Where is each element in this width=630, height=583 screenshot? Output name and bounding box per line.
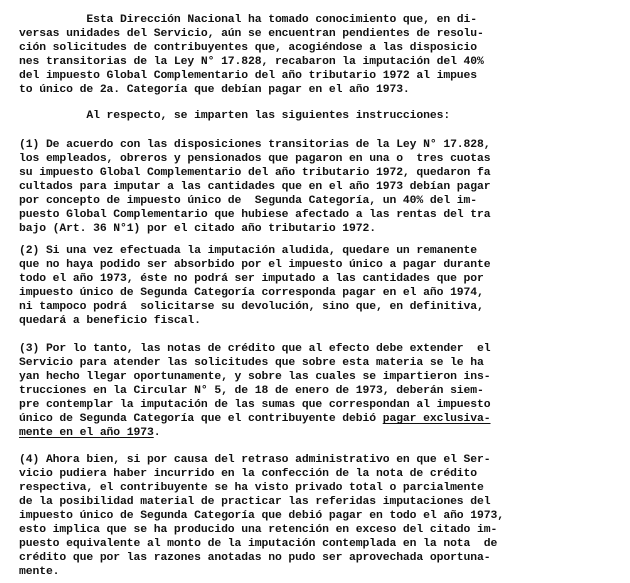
text-line: impuesto único de Segunda Categoría corresponda pagar en el año 1974, [19,287,484,299]
text-line: de la posibilidad material de practicar las referidas imputaciones del [19,496,491,508]
text-line [19,427,160,440]
text-line: del impuesto Global Complementario del año tributario 1972 al impues [19,70,478,82]
text-line: crédito que por las razones anotadas no pudo ser aprovechada oportuna- [19,552,491,564]
text-line: to único de 2a. Categoría que debían pagar en el año 1973. [19,84,410,96]
text-line: por concepto de impuesto único de Segunda Categoría, un 40% del im- [19,195,478,207]
text-line: Esta Dirección Nacional ha tomado conocimiento que, en di- [19,14,478,26]
instructions-heading: Al respecto, se imparten las siguientes instrucciones: [19,110,451,122]
text-line: cultados para imputar a las cantidades que en el año 1973 debían pagar [19,181,491,193]
text-line: quedará a beneficio fiscal. [19,315,201,327]
text-line: ni tampoco podrá solicitarse su devolución, sino que, en definitiva, [19,301,484,313]
text-line: ción solicitudes de contribuyentes que, acogiéndose a las disposicio [19,42,478,54]
text-line: impuesto único de Segunda Categoría que debió pagar en todo el año 1973, [19,510,504,522]
text-line: versas unidades del Servicio, aún se encuentran pendientes de resolu- [19,28,484,40]
underlined-phrase: pagar exclusiva- [382,413,491,425]
text-line: yan hecho llegar oportunamente, y sobre las cuales se impartieron ins- [19,371,491,383]
text-line: (3) Por lo tanto, las notas de crédito que al efecto debe extender el [19,343,491,355]
text-segment: único de Segunda Categoría que el contribuyente debió [19,413,383,425]
text-line: todo el año 1973, éste no podrá ser imputado a las cantidades que por [19,273,484,285]
text-line: trucciones en la Circular N° 5, de 18 de enero de 1973, deberán siem- [19,385,484,397]
text-segment: . [153,427,161,439]
text-line: nes transitorias de la Ley N° 17.828, recabaron la imputación del 40% [19,56,484,68]
text-line: que no haya podido ser absorbido por el impuesto único a pagar durante [19,259,491,271]
text-line: puesto equivalente al monto de la imputación contemplada en la nota de [19,538,498,550]
text-line: (1) De acuerdo con las disposiciones transitorias de la Ley N° 17.828, [19,139,491,151]
text-line: (2) Si una vez efectuada la imputación aludida, quedare un remanente [19,245,478,257]
underlined-phrase: mente en el año 1973 [19,427,154,439]
text-line: mente. [19,566,60,578]
text-line: respectiva, el contribuyente se ha visto privado total o parcialmente [19,482,484,494]
text-line: su impuesto Global Complementario del año tributario 1972, quedaron fa [19,167,491,179]
text-line: vicio pudiera haber incurrido en la confección de la nota de crédito [19,468,478,480]
text-line: los empleados, obreros y pensionados que pagaron en una o tres cuotas [19,153,491,165]
text-line [19,413,491,426]
text-line: (4) Ahora bien, si por causa del retraso administrativo en que el Ser- [19,454,491,466]
text-line: Servicio para atender las solicitudes que sobre esta materia se le ha [19,357,484,369]
text-line: pre contemplar la imputación de las sumas que correspondan al impuesto [19,399,491,411]
text-line: bajo (Art. 36 N°1) por el citado año tributario 1972. [19,223,376,235]
text-line: puesto Global Complementario que hubiese afectado a las rentas del tra [19,209,491,221]
text-line: esto implica que se ha producido una retención en exceso del citado im- [19,524,498,536]
